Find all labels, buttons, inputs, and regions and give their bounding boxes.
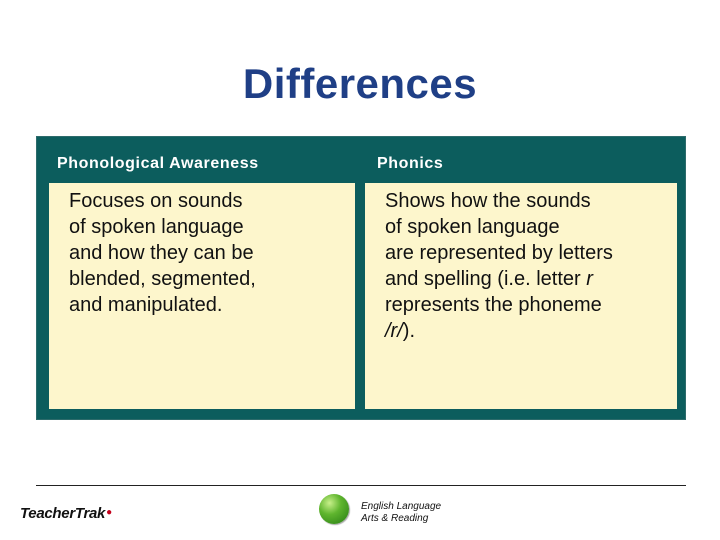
logo-text: TeacherTrak [20,505,106,522]
cell-text: and spelling (i.e. letter [385,268,587,290]
cell-text: ). [402,320,415,342]
cell-line: and how they can be [69,242,254,264]
cell-line [385,266,677,292]
header-phonological-awareness: Phonological Awareness [57,155,259,172]
phoneme-r: /r/ [385,320,403,342]
slide-title: Differences [242,60,478,107]
comparison-table [36,136,686,420]
ela-line-1: English Language [361,501,442,512]
letter-r: r [586,268,593,290]
ela-label [361,501,441,525]
cell-line: are represented by letters [385,242,613,264]
logo-mark-icon: ● [106,507,112,518]
header-phonics: Phonics [377,155,444,172]
footer-divider [36,485,686,486]
ela-line-2: Arts & Reading [361,513,429,524]
cell-phonics [365,183,677,409]
cell-line: and manipulated. [69,294,223,316]
cell-phonological-awareness [49,183,355,409]
cell-line: Shows how the sounds [385,190,591,212]
green-ball-icon [319,494,349,524]
cell-line: of spoken language [69,216,244,238]
teachertrak-logo [20,505,112,522]
cell-line: blended, segmented, [69,268,256,290]
cell-line: represents the phoneme [385,294,602,316]
cell-line: of spoken language [385,216,560,238]
cell-line [385,318,677,344]
cell-line: Focuses on sounds [69,190,243,212]
